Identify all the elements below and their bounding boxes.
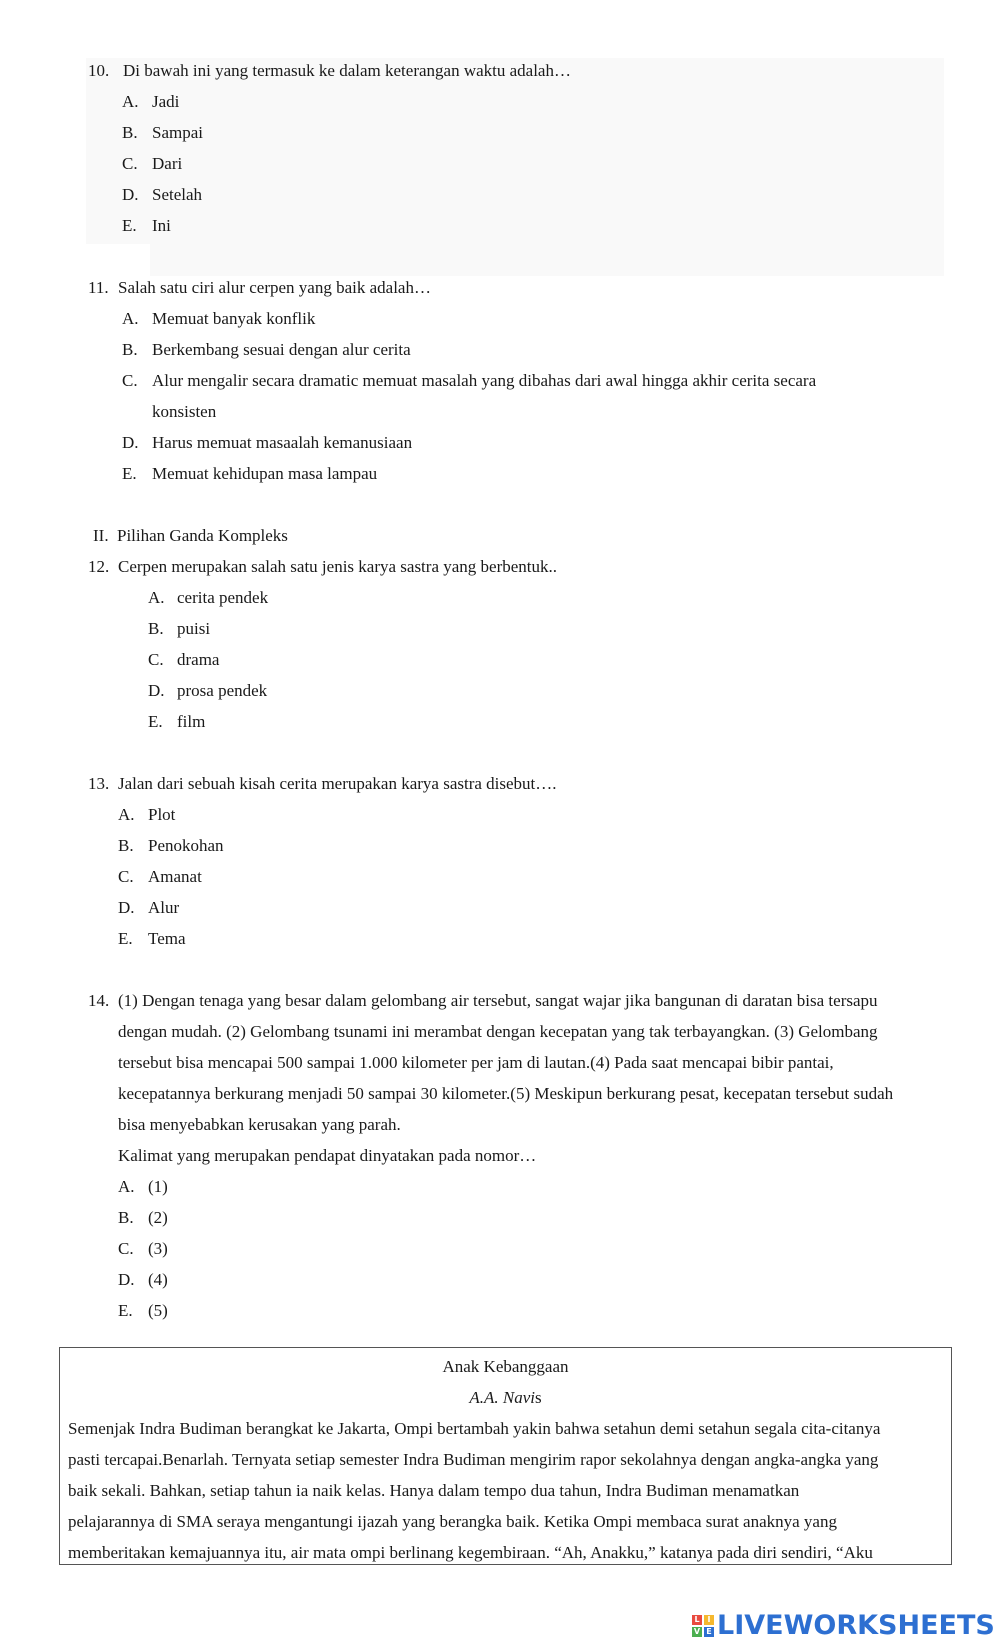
story-title: Anak Kebanggaan [442, 1357, 569, 1376]
option-text: Penokohan [148, 836, 224, 855]
question-prompt: Kalimat yang merupakan pendapat dinyatakan pada nomor… [118, 1146, 537, 1165]
option-letter: D. [118, 1270, 135, 1289]
option-letter: C. [122, 371, 138, 390]
option-text: Dari [152, 154, 183, 173]
option-text: cerita pendek [177, 588, 269, 607]
story-author [59, 1382, 952, 1413]
option-text: Jadi [152, 92, 180, 111]
option-text: drama [177, 650, 220, 669]
question-text: Jalan dari sebuah kisah cerita merupakan karya sastra disebut…. [118, 774, 557, 793]
option-letter: B. [122, 340, 138, 359]
option-letter: A. [148, 588, 165, 607]
question-text: Di bawah ini yang termasuk ke dalam keterangan waktu adalah… [123, 61, 571, 80]
option-text: Berkembang sesuai dengan alur cerita [152, 340, 411, 359]
question-text: Salah satu ciri alur cerpen yang baik adalah… [118, 278, 431, 297]
passage-line: dengan mudah. (2) Gelombang tsunami ini merambat dengan kecepatan yang tak terbayangkan. (3) Gelombang [118, 1022, 878, 1041]
option-letter: E. [122, 216, 137, 235]
option-text: (4) [148, 1270, 168, 1289]
option-letter: B. [118, 1208, 134, 1227]
option-letter: C. [118, 867, 134, 886]
option-letter: A. [118, 1177, 135, 1196]
option-text: film [177, 712, 206, 731]
passage-line: (1) Dengan tenaga yang besar dalam gelombang air tersebut, sangat wajar jika bangunan di daratan bisa tersapu [118, 991, 878, 1010]
option-letter: D. [122, 185, 139, 204]
logo-grid-icon [692, 1615, 714, 1637]
option-letter: A. [122, 309, 139, 328]
story-line: memberitakan kemajuannya itu, air mata ompi berlinang kegembiraan. “Ah, Anakku,” katanya pada diri sendiri, “Aku [68, 1543, 873, 1562]
option-letter: E. [148, 712, 163, 731]
question-number: 10. [88, 61, 110, 80]
option-letter: B. [122, 123, 138, 142]
section-title: Pilihan Ganda Kompleks [117, 526, 288, 545]
passage-line: tersebut bisa mencapai 500 sampai 1.000 kilometer per jam di lautan.(4) Pada saat mencapai bibir pantai, [118, 1053, 834, 1072]
question-number: 14. [88, 991, 110, 1010]
logo-square-i: I [704, 1615, 714, 1625]
option-text: Tema [148, 929, 186, 948]
option-text: Memuat kehidupan masa lampau [152, 464, 378, 483]
option-text: Plot [148, 805, 176, 824]
option-letter: B. [118, 836, 134, 855]
option-text: Alur [148, 898, 180, 917]
option-letter: E. [118, 929, 133, 948]
section-number: II. [93, 526, 109, 545]
option-text: Sampai [152, 123, 203, 142]
option-letter: D. [122, 433, 139, 452]
passage-line: kecepatannya berkurang menjadi 50 sampai 30 kilometer.(5) Meskipun berkurang pesat, kecepatan tersebut sudah [118, 1084, 894, 1103]
option-letter: A. [118, 805, 135, 824]
question-number: 13. [88, 774, 110, 793]
option-text: Memuat banyak konflik [152, 309, 316, 328]
option-text: Harus memuat masaalah kemanusiaan [152, 433, 413, 452]
option-letter: D. [118, 898, 135, 917]
option-text: (1) [148, 1177, 168, 1196]
story-line: pelajarannya di SMA seraya mengantungi ijazah yang berangka baik. Ketika Ompi membaca surat anaknya yang [68, 1512, 837, 1531]
option-text: (2) [148, 1208, 168, 1227]
liveworksheets-logo [692, 1608, 995, 1644]
option-text: prosa pendek [177, 681, 268, 700]
option-text: Setelah [152, 185, 203, 204]
passage-line: bisa menyebabkan kerusakan yang parah. [118, 1115, 401, 1134]
option-text: Alur mengalir secara dramatic memuat masalah yang dibahas dari awal hingga akhir cerita secara [152, 371, 817, 390]
option-text: Amanat [148, 867, 202, 886]
question-text: Cerpen merupakan salah satu jenis karya sastra yang berbentuk.. [118, 557, 558, 576]
option-letter: A. [122, 92, 139, 111]
option-letter: C. [118, 1239, 134, 1258]
option-text-continued: konsisten [152, 402, 217, 421]
logo-text: LIVEWORKSHEETS [717, 1610, 995, 1641]
option-letter: D. [148, 681, 165, 700]
option-text: (5) [148, 1301, 168, 1320]
option-text: Ini [152, 216, 171, 235]
option-letter: C. [122, 154, 138, 173]
logo-square-l: L [692, 1615, 702, 1625]
logo-square-v: V [693, 1627, 701, 1636]
option-letter: C. [148, 650, 164, 669]
question-number: 12. [88, 557, 110, 576]
story-author-tail: s [535, 1388, 542, 1407]
option-text: (3) [148, 1239, 168, 1258]
story-line: pasti tercapai.Benarlah. Ternyata setiap semester Indra Budiman mengirim rapor sekolahnya dengan angka-angka yang [68, 1450, 879, 1469]
option-letter: E. [118, 1301, 133, 1320]
story-author-italic: A.A. Navi [469, 1388, 535, 1407]
story-line: baik sekali. Bahkan, setiap tahun ia naik kelas. Hanya dalam tempo dua tahun, Indra Budiman menamatkan [68, 1481, 800, 1500]
logo-square-e: E [704, 1627, 714, 1637]
story-line: Semenjak Indra Budiman berangkat ke Jakarta, Ompi bertambah yakin bahwa setahun demi setahun segala cita-citanya [68, 1419, 881, 1438]
option-text: puisi [177, 619, 211, 638]
option-letter: B. [148, 619, 164, 638]
option-letter: E. [122, 464, 137, 483]
question-number: 11. [88, 278, 109, 297]
